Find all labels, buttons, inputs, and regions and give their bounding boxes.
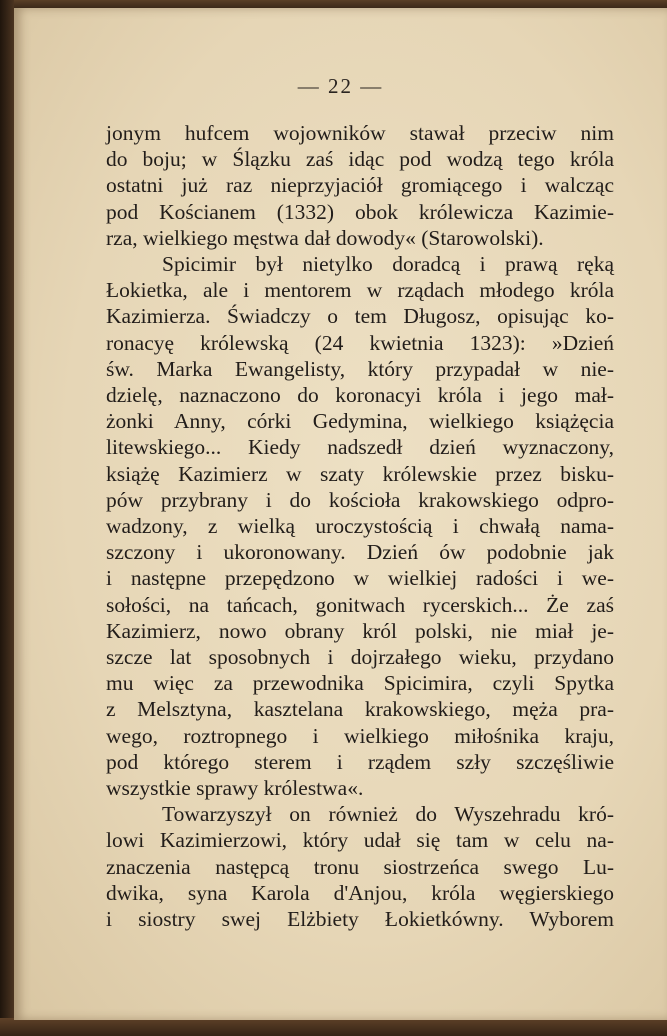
text-line: szcze lat sposobnych i dojrzałego wieku, przydano — [106, 645, 614, 670]
text-line: Kazimierz, nowo obrany król polski, nie miał je- — [106, 618, 614, 643]
text-line: wego, roztropnego i wielkiego miłośnika kraju, — [106, 723, 614, 748]
text-line: jonym hufcem wojowników stawał przeciw nim — [106, 121, 614, 145]
text-line: i następne przepędzono w wielkiej radości i we- — [106, 566, 614, 591]
text-line: św. Marka Ewangelisty, który przypadał w nie- — [106, 356, 614, 381]
text-line: sołości, na tańcach, gonitwach rycerskich... Że zaś — [106, 592, 614, 617]
text-line: znaczenia następcą tronu siostrzeńca swego Lu- — [106, 854, 614, 879]
book-binding-edge — [0, 0, 14, 1036]
text-line: pod Kościanem (1332) obok królewicza Kazimie- — [106, 199, 614, 224]
text-line: Towarzyszył on również do Wyszehradu kró- — [162, 802, 614, 827]
book-bottom-edge — [0, 1018, 667, 1036]
text-line: dwika, syna Karola d'Anjou, króla węgierskiego — [106, 880, 614, 905]
text-line: rza, wielkiego męstwa dał dowody« (Starowolski). — [106, 225, 544, 250]
text-line: żonki Anny, córki Gedymina, wielkiego książęcia — [106, 409, 614, 434]
text-line: Łokietka, ale i mentorem w rządach młodego króla — [106, 278, 614, 303]
page-number: — 22 — — [297, 74, 384, 98]
text-line: mu więc za przewodnika Spicimira, czyli Spytka — [106, 671, 614, 696]
text-line: pod którego sterem i rządem szły szczęśliwie — [106, 749, 614, 774]
text-line: dzielę, naznaczono do koronacyi króla i jego mał- — [106, 383, 614, 408]
text-line: ostatni już raz nieprzyjaciół gromiącego i walcząc — [106, 173, 614, 198]
body-text — [106, 120, 614, 932]
text-line: pów przybrany i do kościoła krakowskiego odpro- — [106, 487, 614, 512]
text-line: litewskiego... Kiedy nadszedł dzień wyznaczony, — [106, 435, 614, 460]
text-line: wadzony, z wielką uroczystością i chwałą nama- — [106, 514, 614, 539]
text-line: wszystkie sprawy królestwa«. — [106, 776, 364, 801]
text-line: Kazimierza. Świadczy o tem Długosz, opisując ko- — [106, 304, 614, 329]
text-line: lowi Kazimierzowi, który udał się tam w celu na- — [106, 828, 614, 853]
book-page — [14, 8, 667, 1020]
text-line: i siostry swej Elżbiety Łokietkówny. Wyborem — [106, 907, 614, 932]
text-line: do boju; w Ślązku zaś idąc pod wodzą tego króla — [106, 147, 614, 172]
text-line: książę Kazimierz w szaty królewskie przez bisku- — [106, 461, 614, 486]
text-line: szczony i ukoronowany. Dzień ów podobnie jak — [106, 540, 614, 565]
text-line: Spicimir był nietylko doradcą i prawą ręką — [162, 252, 614, 277]
text-line: ronacyę królewską (24 kwietnia 1323): »Dzień — [106, 330, 614, 355]
text-line: z Melsztyna, kasztelana krakowskiego, męża pra- — [106, 697, 614, 722]
